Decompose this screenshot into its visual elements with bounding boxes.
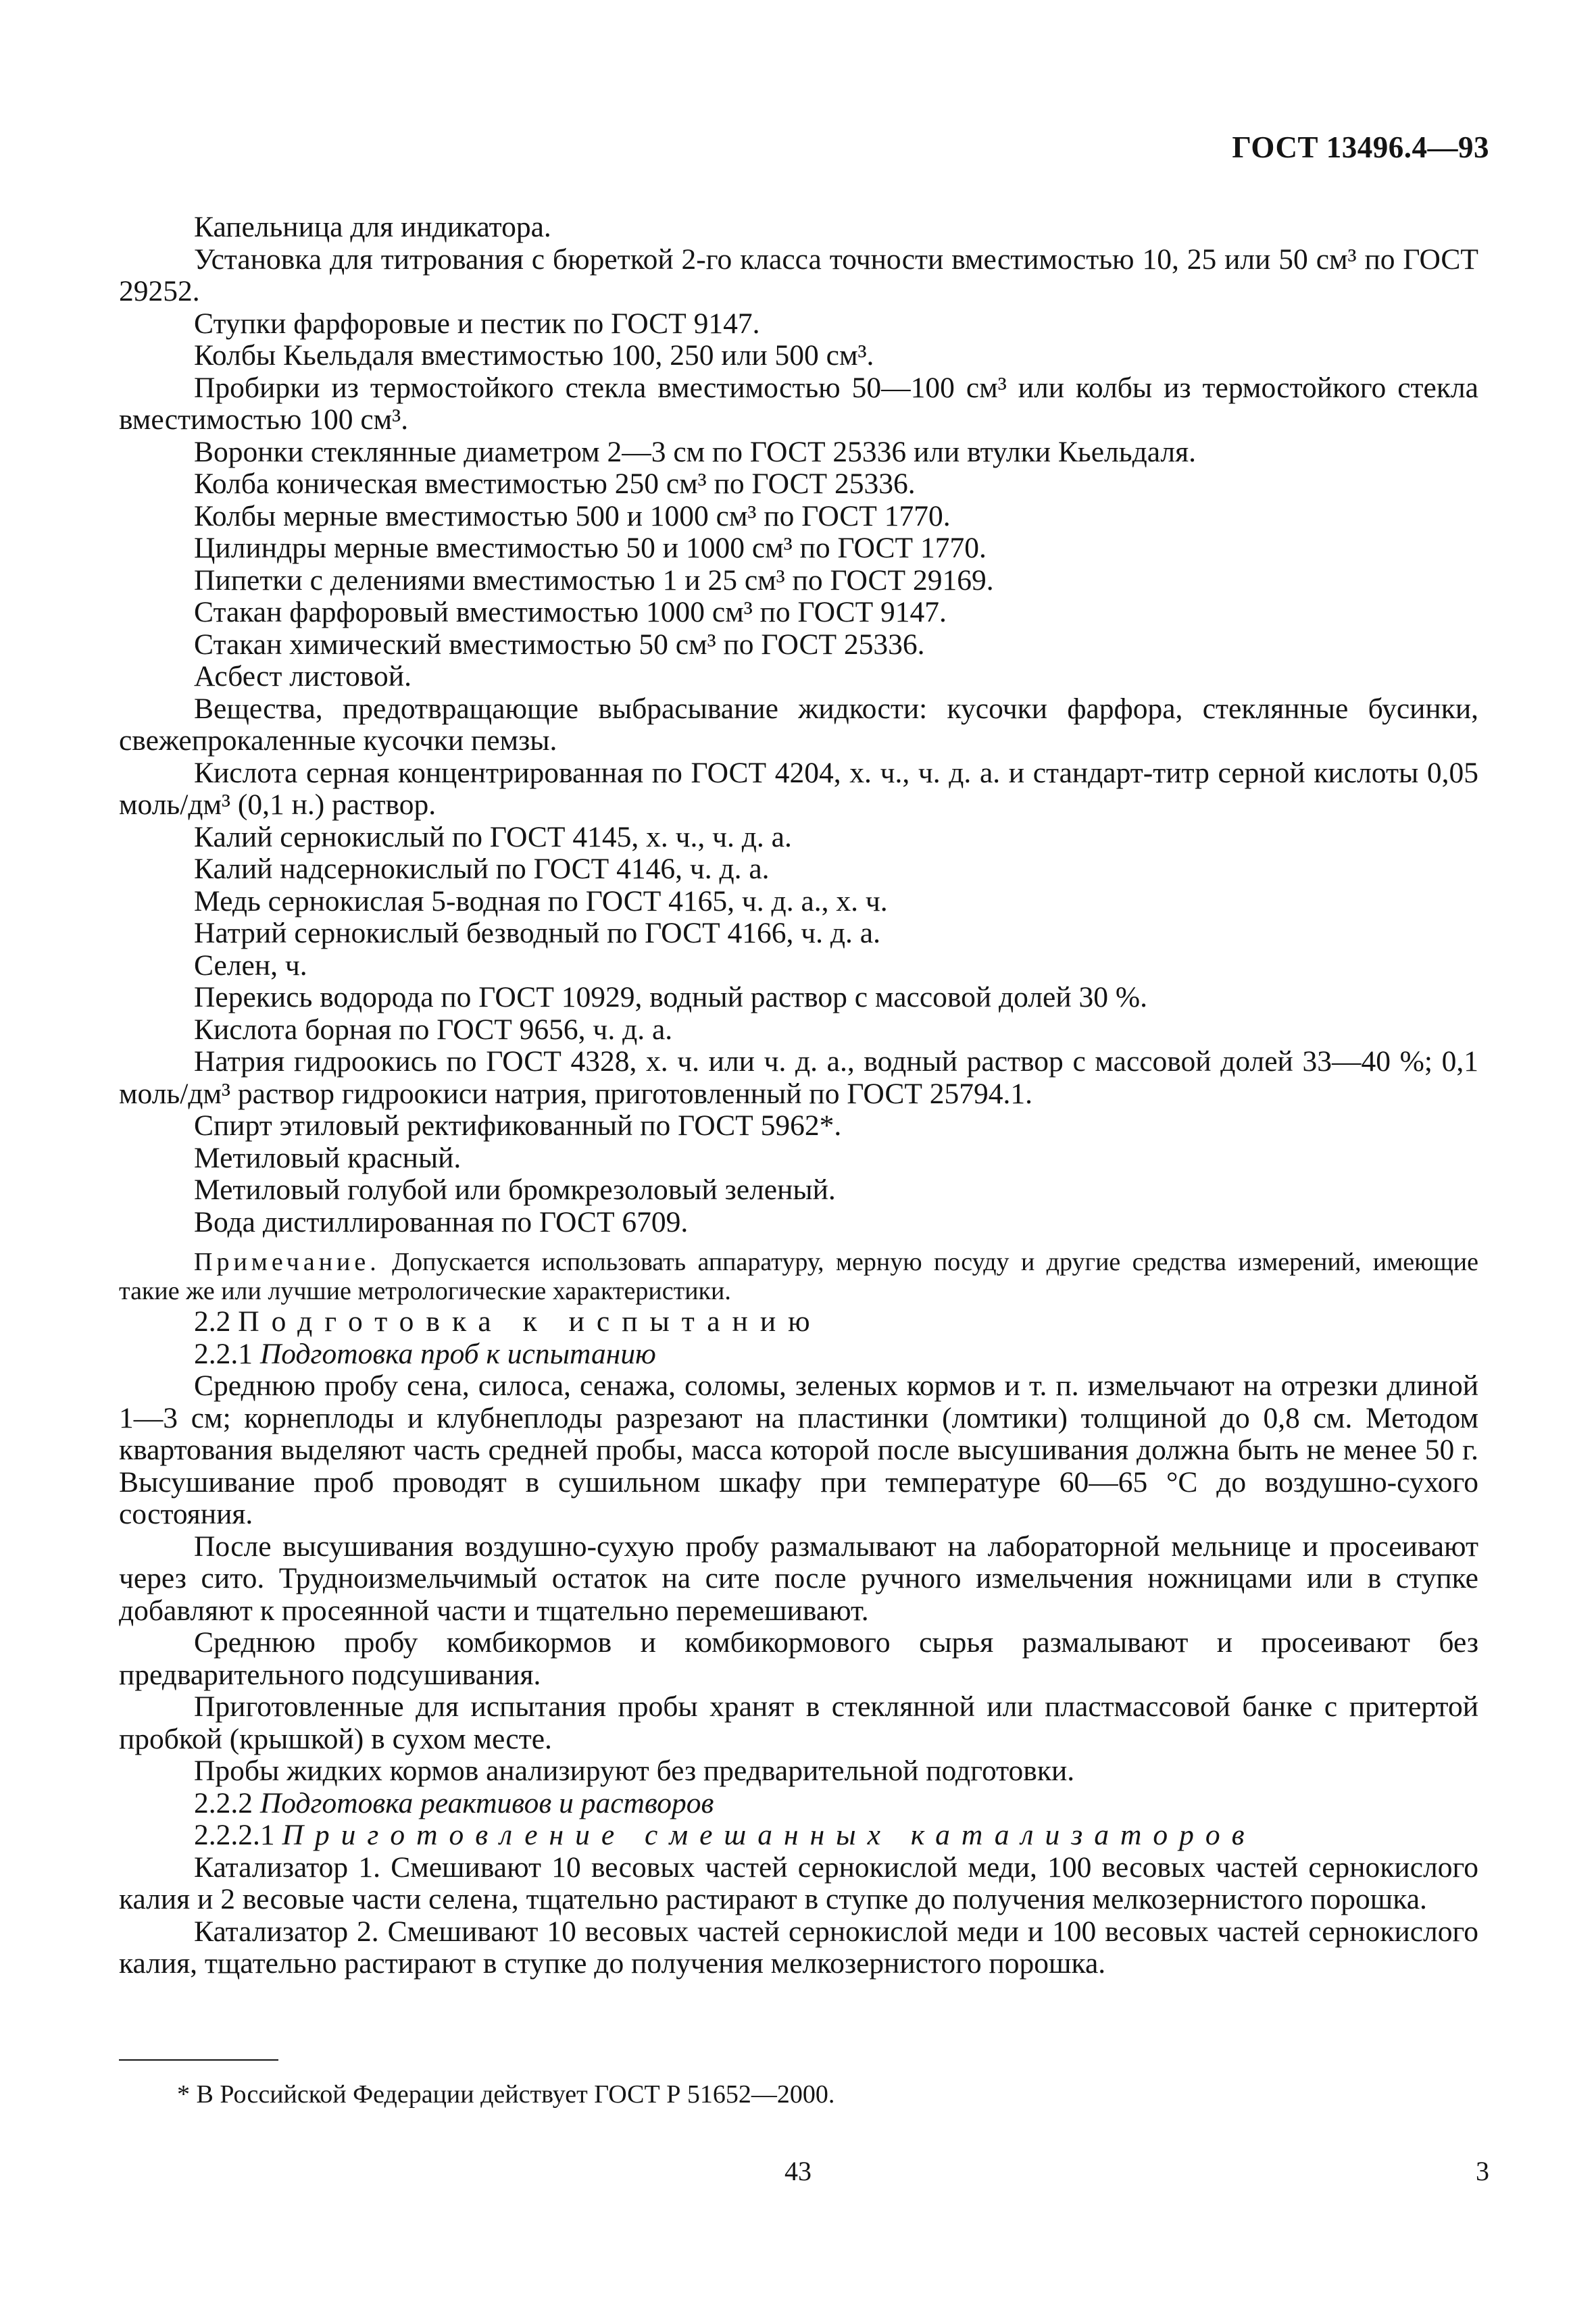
paragraph: Воронки стеклянные диаметром 2—3 см по ГОСТ 25336 или втулки Кьельдаля. [194,435,1197,468]
paragraph: Медь сернокислая 5-водная по ГОСТ 4165, ч. д. а., х. ч. [194,884,888,917]
subsection-heading [119,1338,1478,1371]
paragraph: Натрий сернокислый безводный по ГОСТ 4166, ч. д. а. [194,917,880,949]
subsection-title: Подготовка проб к испытанию [259,1337,656,1370]
paragraph: Метиловый голубой или бромкрезоловый зеленый. [194,1174,836,1206]
note-label: Примечание. [194,1248,380,1276]
paragraph: Приготовленные для испытания пробы хранят в стеклянной или пластмассовой банке с притертой пробкой (крышкой) в сухом месте. [119,1690,1478,1755]
paragraph: Среднюю пробу сена, силоса, сенажа, соломы, зеленых кормов и т. п. измельчают на отрезки длиной 1—3 см; корнеплоды и клубнеплоды разрезают на пластинки (ломтики) толщиной до 0,8 см. Методом квартования выделяют часть средней пробы, масса которой после высушивания должна быть не менее 50 г. Высушивание проб проводят в сушильном шкафу при температуре 60—65 °С до воздушно-сухого состояния. [119,1369,1478,1530]
document-header: ГОСТ 13496.4—93 [1232,130,1489,164]
paragraph: После высушивания воздушно-сухую пробу размалывают на лабораторной мельнице и просеивают через сито. Трудноизмельчимый остаток на сите после ручного измельчения ножницами или в ступке добавляют к просеянной части и тщательно перемешивают. [119,1530,1478,1627]
paragraph: Среднюю пробу комбикормов и комбикормового сырья размалывают и просеивают без предварительного подсушивания. [119,1626,1478,1691]
paragraph: Натрия гидроокись по ГОСТ 4328, х. ч. или ч. д. а., водный раствор с массовой долей 33—40 %; 0,1 моль/дм³ раствор гидроокиси натрия, приготовленный по ГОСТ 25794.1. [119,1045,1478,1110]
subsubsection-title: Приготовление смешанных катализаторов [282,1819,1256,1851]
subsubsection-heading [119,1819,1478,1852]
paragraph: Вода дистиллированная по ГОСТ 6709. [194,1205,689,1238]
paragraph: Ступки фарфоровые и пестик по ГОСТ 9147. [194,307,760,340]
footnote: * В Российской Федерации действует ГОСТ Р 51652—2000. [177,2080,835,2109]
paragraph: Колба коническая вместимостью 250 см³ по ГОСТ 25336. [194,468,916,500]
paragraph: Перекись водорода по ГОСТ 10929, водный раствор с массовой долей 30 %. [194,981,1147,1013]
note [119,1248,1478,1306]
paragraph: Кислота серная концентрированная по ГОСТ 4204, х. ч., ч. д. а. и стандарт-титр серной кислоты 0,05 моль/дм³ (0,1 н.) раствор. [119,756,1478,821]
note-text: Допускается использовать аппаратуру, мерную посуду и другие средства измерений, имеющие такие же или лучшие метрологические характеристики. [119,1248,1478,1305]
paragraph: Стакан химический вместимостью 50 см³ по ГОСТ 25336. [194,628,925,661]
paragraph: Колбы мерные вместимостью 500 и 1000 см³ по ГОСТ 1770. [194,499,951,532]
subsubsection-number: 2.2.2.1 [194,1819,282,1851]
footnote-divider [119,2059,278,2061]
paragraph: Кислота борная по ГОСТ 9656, ч. д. а. [194,1013,673,1046]
paragraph: Пробирки из термостойкого стекла вместимостью 50—100 см³ или колбы из термостойкого стекла вместимостью 100 см³. [119,371,1478,436]
subsection-number: 2.2.1 [194,1337,260,1370]
paragraph: Спирт этиловый ректификованный по ГОСТ 5962*. [194,1109,842,1142]
subsection-heading [119,1788,1478,1820]
paragraph: Селен, ч. [194,949,307,982]
subsection-title: Подготовка реактивов и растворов [259,1786,714,1819]
paragraph: Капельница для индикатора. [194,211,551,243]
document-body [119,211,1478,1980]
paragraph: Пробы жидких кормов анализируют без предварительной подготовки. [194,1755,1075,1787]
paragraph: Колбы Кьельдаля вместимостью 100, 250 или 500 см³. [194,339,874,372]
paragraph: Калий надсернокислый по ГОСТ 4146, ч. д. а. [194,853,770,885]
paragraph: Цилиндры мерные вместимостью 50 и 1000 см³ по ГОСТ 1770. [194,532,987,564]
section-heading [119,1306,1478,1338]
page-number-right: 3 [1476,2156,1489,2186]
paragraph: Установка для титрования с бюреткой 2-го класса точности вместимостью 10, 25 или 50 см³ по ГОСТ 29252. [119,243,1478,307]
paragraph: Асбест листовой. [194,660,412,693]
paragraph: Стакан фарфоровый вместимостью 1000 см³ по ГОСТ 9147. [194,596,947,628]
paragraph: Катализатор 2. Смешивают 10 весовых частей сернокислой меди и 100 весовых частей сернокислого калия, тщательно растирают в ступке до получения мелкозернистого порошка. [119,1915,1478,1980]
subsection-number: 2.2.2 [194,1786,260,1819]
paragraph: Вещества, предотвращающие выбрасывание жидкости: кусочки фарфора, стеклянные бусинки, свежепрокаленные кусочки пемзы. [119,692,1478,757]
section-number: 2.2 [194,1305,239,1338]
paragraph: Пипетки с делениями вместимостью 1 и 25 см³ по ГОСТ 29169. [194,563,994,597]
page-number-center: 43 [784,2156,812,2186]
paragraph: Калий сернокислый по ГОСТ 4145, х. ч., ч. д. а. [194,820,792,853]
paragraph: Катализатор 1. Смешивают 10 весовых частей сернокислой меди, 100 весовых частей сернокислого калия и 2 весовые части селена, тщательно растирают в ступке до получения мелкозернистого порошка. [119,1851,1478,1915]
section-title: Подготовка к испытанию [238,1305,822,1338]
paragraph: Метиловый красный. [194,1141,462,1174]
